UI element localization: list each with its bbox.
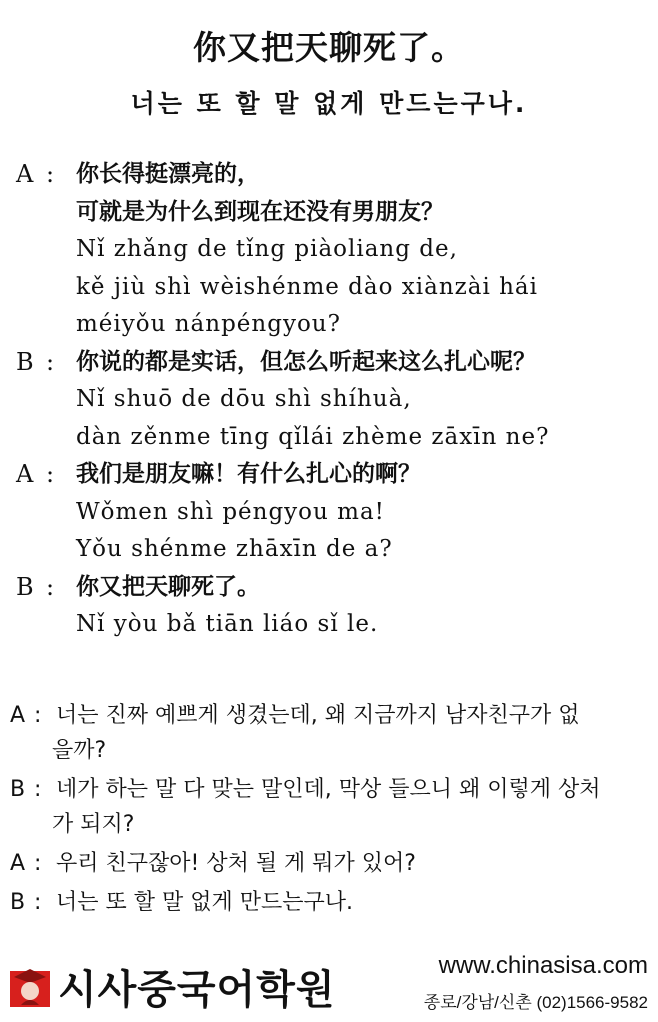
korean-line — [10, 772, 655, 842]
korean-text: 너는 진짜 예쁘게 생겼는데, 왜 지금까지 남자친구가 없 — [56, 703, 580, 728]
speaker-colon: : — [34, 851, 42, 876]
dialog-line — [16, 231, 656, 269]
speaker-colon: : — [46, 160, 55, 188]
speaker-label — [16, 381, 46, 419]
speaker-colon: : — [46, 460, 55, 488]
footer-logo — [8, 958, 335, 1015]
speaker-colon: : — [34, 703, 42, 728]
dialog-line — [16, 269, 656, 307]
speaker-label — [16, 419, 46, 457]
korean-text: 네가 하는 말 다 맞는 말인데, 막상 들으니 왜 이렇게 상처 — [56, 777, 601, 802]
dialog-line — [16, 194, 656, 232]
dialog-line — [16, 531, 656, 569]
speaker-label — [16, 194, 46, 232]
dialog-line — [16, 381, 656, 419]
title-chinese: 你又把天聊死了。 — [193, 28, 465, 67]
speaker-colon: : — [34, 890, 42, 915]
dialog-line — [16, 456, 656, 494]
speaker-label — [16, 606, 46, 644]
speaker-colon — [46, 531, 76, 569]
speaker-colon: : — [34, 777, 42, 802]
pinyin-text: méiyǒu nánpéngyou? — [76, 311, 341, 337]
speaker-label — [16, 494, 46, 532]
korean-text: 우리 친구잖아! 상처 될 게 뭐가 있어? — [56, 851, 416, 876]
speaker-label — [16, 269, 46, 307]
dialog-line — [16, 419, 656, 457]
branch-phone: 종로/강남/신촌 (02)1566-9582 — [423, 993, 648, 1012]
speaker-colon — [46, 419, 76, 457]
academy-logo-icon — [8, 965, 52, 1009]
korean-line — [10, 846, 655, 881]
korean-translation-block — [10, 698, 655, 924]
pinyin-text: Wǒmen shì péngyou ma! — [76, 498, 385, 525]
dialog-line — [16, 494, 656, 532]
website-link[interactable]: www.chinasisa.com — [438, 952, 648, 979]
chinese-text: 你说的都是实话，但怎么听起来这么扎心呢？ — [76, 348, 536, 375]
dialog-line — [16, 344, 656, 382]
korean-line — [10, 885, 655, 920]
dialog-line — [16, 569, 656, 607]
speaker-label: A — [16, 460, 34, 488]
speaker-colon — [46, 381, 76, 419]
pinyin-text: dàn zěnme tīng qǐlái zhème zāxīn ne? — [76, 423, 550, 450]
speaker-colon — [46, 231, 76, 269]
speaker-colon: : — [46, 347, 55, 376]
chinese-text: 你长得挺漂亮的， — [76, 161, 260, 187]
korean-text-continued: 가 되지? — [52, 812, 135, 837]
pinyin-text: Yǒu shénme zhāxīn de a? — [76, 536, 393, 562]
pinyin-text: kě jiù shì wèishénme dào xiànzài hái — [76, 273, 539, 300]
speaker-label — [16, 231, 46, 269]
title-korean: 너는 또 할 말 없게 만드는구나. — [130, 89, 528, 118]
speaker-label: B — [10, 890, 26, 915]
speaker-label: B — [16, 347, 34, 376]
speaker-label: A — [10, 703, 26, 728]
speaker-label: A — [16, 160, 34, 188]
dialog-line — [16, 606, 656, 644]
speaker-label: A — [10, 851, 26, 876]
dialog-block — [16, 156, 656, 644]
chinese-text: 你又把天聊死了。 — [76, 573, 260, 600]
korean-text: 너는 또 할 말 없게 만드는구나. — [56, 890, 353, 915]
speaker-label: B — [16, 572, 34, 601]
academy-name: 시사중국어학원 — [58, 967, 336, 1013]
korean-text-continued: 을까? — [52, 738, 107, 763]
speaker-label: B — [10, 777, 26, 802]
dialog-line — [16, 156, 656, 194]
speaker-colon — [46, 306, 76, 344]
korean-line — [10, 698, 655, 768]
speaker-colon — [46, 269, 76, 307]
pinyin-text: Nǐ yòu bǎ tiān liáo sǐ le. — [76, 611, 379, 637]
chinese-text: 可就是为什么到现在还没有男朋友？ — [76, 198, 444, 225]
pinyin-text: Nǐ shuō de dōu shì shíhuà, — [76, 386, 412, 412]
chinese-text: 我们是朋友嘛！有什么扎心的啊？ — [76, 461, 421, 487]
pinyin-text: Nǐ zhǎng de tǐng piàoliang de, — [76, 236, 458, 262]
dialog-line — [16, 306, 656, 344]
speaker-colon — [46, 606, 76, 644]
speaker-colon — [46, 494, 76, 532]
speaker-label — [16, 531, 46, 569]
speaker-label — [16, 306, 46, 344]
speaker-colon: : — [46, 572, 55, 601]
speaker-colon — [46, 194, 76, 232]
